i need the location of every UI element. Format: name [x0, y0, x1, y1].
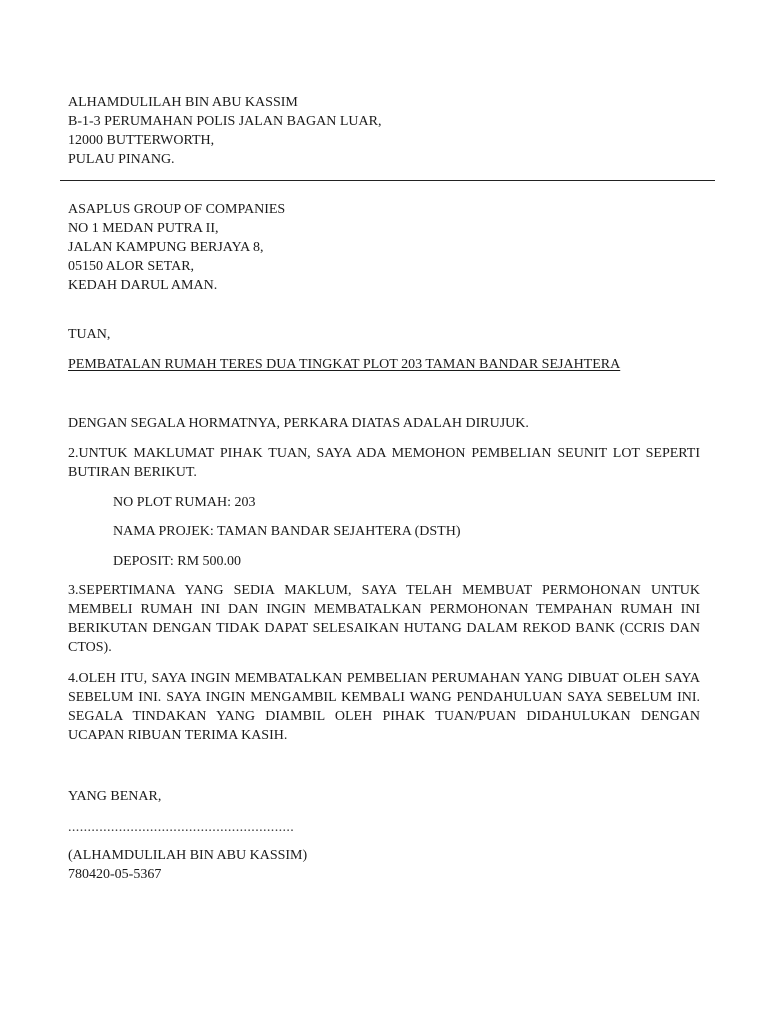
paragraph-4: 4.OLEH ITU, SAYA INGIN MEMBATALKAN PEMBELIAN PERUMAHAN YANG DIBUAT OLEH SAYA SEBELUM INI. SAYA INGIN MENGAMBIL KEMBALI WANG PENDAHULUAN SAYA SEBELUM INI. SEGALA TINDAKAN YANG DIAMBIL OLEH PIHAK TUAN/PUAN DIDAHULUKAN DENGAN UCAPAN RIBUAN TERIMA KASIH.: [68, 671, 700, 743]
recipient-name: ASAPLUS GROUP OF COMPANIES: [68, 202, 286, 217]
valediction: YANG BENAR,: [68, 789, 162, 804]
recipient-address-line4: KEDAH DARUL AMAN.: [68, 278, 218, 293]
sender-name: ALHAMDULILAH BIN ABU KASSIM: [68, 95, 298, 110]
recipient-address-line1: NO 1 MEDAN PUTRA II,: [68, 221, 219, 236]
recipient-address: [68, 200, 700, 295]
salutation: TUAN,: [68, 327, 111, 342]
paragraph-3: 3.SEPERTIMANA YANG SEDIA MAKLUM, SAYA TELAH MEMBUAT PERMOHONAN UNTUK MEMBELI RUMAH INI DAN INGIN MEMBATALKAN PERMOHONAN TEMPAHAN RUMAH INI BERIKUTAN DENGAN TIDAK DAPAT SELESAIKAN HUTANG DALAM REKOD BANK (CCRIS DAN CTOS).: [68, 583, 700, 655]
signature-line: ..........................................................: [68, 820, 295, 835]
detail-plot-number: NO PLOT RUMAH: 203: [113, 495, 256, 510]
subject-line: PEMBATALAN RUMAH TERES DUA TINGKAT PLOT 203 TAMAN BANDAR SEJAHTERA: [68, 357, 621, 372]
recipient-address-line3: 05150 ALOR SETAR,: [68, 259, 195, 274]
signatory-name: (ALHAMDULILAH BIN ABU KASSIM): [68, 848, 308, 863]
sender-address-line3: PULAU PINANG.: [68, 152, 175, 167]
header-divider: [60, 180, 715, 181]
sender-address-line1: B-1-3 PERUMAHAN POLIS JALAN BAGAN LUAR,: [68, 114, 382, 129]
recipient-address-line2: JALAN KAMPUNG BERJAYA 8,: [68, 240, 264, 255]
sender-address-line2: 12000 BUTTERWORTH,: [68, 133, 215, 148]
detail-deposit: DEPOSIT: RM 500.00: [113, 554, 242, 569]
opening-paragraph: DENGAN SEGALA HORMATNYA, PERKARA DIATAS ADALAH DIRUJUK.: [68, 416, 529, 431]
signatory-ic-number: 780420-05-5367: [68, 867, 162, 882]
detail-project-name: NAMA PROJEK: TAMAN BANDAR SEJAHTERA (DSTH): [113, 524, 461, 539]
paragraph-2: 2.UNTUK MAKLUMAT PIHAK TUAN, SAYA ADA MEMOHON PEMBELIAN SEUNIT LOT SEPERTI BUTIRAN BERIKUT.: [68, 446, 700, 480]
signatory-block: [68, 846, 700, 884]
subject-wrap: [68, 355, 700, 374]
sender-address: [68, 93, 700, 169]
